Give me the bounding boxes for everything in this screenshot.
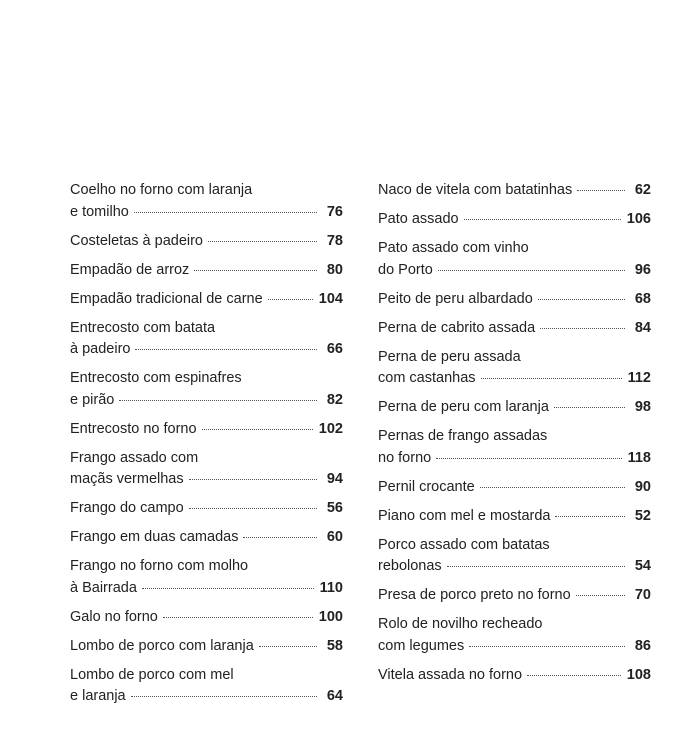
page-number: 76: [326, 203, 343, 220]
recipe-title: Galo no forno: [70, 608, 158, 625]
dot-leader: [538, 299, 625, 300]
page-number: 96: [634, 261, 651, 278]
recipe-title: Pernil crocante: [378, 478, 475, 495]
dot-leader: [480, 487, 625, 488]
recipe-title: Frango no forno com molho: [70, 558, 249, 574]
index-entry-line: [378, 585, 651, 607]
index-entry-line: [70, 556, 343, 578]
index-entry: [378, 289, 651, 311]
dot-leader: [131, 696, 317, 697]
page-number: 58: [326, 637, 343, 654]
recipe-title: Naco de vitela com batatinhas: [378, 182, 573, 198]
index-entry: [70, 260, 343, 282]
dot-leader: [527, 675, 621, 676]
recipe-title: Vitela assada no forno: [378, 666, 523, 683]
dot-leader: [259, 646, 317, 647]
page-number: 62: [634, 182, 651, 198]
index-entry: [378, 426, 651, 469]
index-entry: [70, 498, 343, 520]
index-entry-line: [70, 180, 343, 202]
page-number: 66: [326, 341, 343, 357]
index-entry-line: [378, 397, 651, 419]
index-entry: [378, 347, 651, 390]
page-number: 100: [318, 608, 343, 625]
index-entry-line: [70, 419, 343, 441]
index-entry-line: [378, 368, 651, 390]
index-column-right: [378, 180, 651, 694]
page-number: 112: [627, 370, 651, 386]
index-entry-line: [70, 289, 343, 311]
index-entry-line: [378, 448, 651, 470]
dot-leader: [577, 190, 625, 191]
recipe-title: Entrecosto no forno: [70, 420, 197, 437]
index-entry: [70, 368, 343, 411]
recipe-title: Perna de peru assada: [378, 348, 521, 365]
index-entry-line: [378, 180, 651, 202]
dot-leader: [135, 349, 317, 350]
recipe-title: com legumes: [378, 637, 465, 654]
dot-leader: [540, 328, 625, 329]
dot-leader: [554, 407, 625, 408]
dot-leader: [189, 508, 317, 509]
page-number: 52: [634, 507, 651, 524]
page-number: 64: [326, 688, 343, 704]
index-entry: [70, 419, 343, 441]
dot-leader: [555, 516, 625, 517]
recipe-title: com castanhas: [378, 370, 476, 386]
index-entry-line: [70, 665, 343, 687]
index-entry: [70, 180, 343, 223]
page-number: 110: [319, 579, 343, 596]
index-entry-line: [378, 535, 651, 557]
dot-leader: [469, 646, 625, 647]
index-entry-line: [70, 339, 343, 361]
recipe-title: Costeletas à padeiro: [70, 232, 203, 249]
index-entry-line: [70, 469, 343, 491]
recipe-title: Pernas de frango assadas: [378, 428, 548, 444]
page-number: 54: [634, 558, 651, 574]
index-entry-line: [70, 318, 343, 340]
index-column-left: [70, 180, 343, 715]
page-number: 90: [634, 478, 651, 495]
recipe-title: rebolonas: [378, 558, 442, 574]
recipe-title: e tomilho: [70, 203, 129, 220]
dot-leader: [436, 458, 621, 459]
index-entry-line: [378, 614, 651, 636]
index-entry-line: [378, 477, 651, 499]
index-entry: [70, 527, 343, 549]
page-number: 70: [634, 587, 651, 603]
index-entry-line: [70, 368, 343, 390]
index-entry-line: [70, 448, 343, 470]
index-entry: [378, 585, 651, 607]
index-entry-line: [70, 686, 343, 708]
index-entry: [378, 180, 651, 202]
index-entry: [378, 535, 651, 578]
recipe-title: maçãs vermelhas: [70, 471, 184, 487]
index-entry: [70, 318, 343, 361]
index-entry-line: [70, 390, 343, 412]
page-number: 78: [326, 232, 343, 249]
page-number: 86: [634, 637, 651, 654]
recipe-title: Porco assado com batatas: [378, 536, 550, 553]
dot-leader: [142, 588, 314, 589]
index-entry-line: [378, 506, 651, 528]
index-entry-line: [378, 347, 651, 369]
dot-leader: [208, 241, 317, 242]
index-entry-line: [378, 665, 651, 687]
recipe-title: Lombo de porco com mel: [70, 666, 234, 683]
page-number: 60: [326, 529, 343, 545]
index-entry-line: [70, 527, 343, 549]
index-entry-line: [70, 202, 343, 224]
index-entry: [70, 231, 343, 253]
page-number: 118: [627, 449, 651, 466]
recipe-title: Pato assado com vinho: [378, 240, 529, 256]
dot-leader: [119, 400, 317, 401]
index-entry-line: [70, 498, 343, 520]
recipe-title: Entrecosto com batata: [70, 319, 216, 336]
recipe-title: e laranja: [70, 688, 126, 704]
index-entry: [70, 289, 343, 311]
index-entry: [378, 506, 651, 528]
page-number: 104: [318, 290, 343, 307]
recipe-title: Frango do campo: [70, 500, 184, 516]
index-entry: [70, 665, 343, 708]
recipe-title: Frango assado com: [70, 449, 199, 466]
index-entry: [378, 614, 651, 657]
recipe-title: Entrecosto com espinafres: [70, 370, 242, 386]
page-number: 80: [326, 261, 343, 278]
recipe-title: Rolo de novilho recheado: [378, 616, 543, 632]
recipe-title: à Bairrada: [70, 579, 137, 596]
index-entry: [70, 556, 343, 599]
index-entry-line: [378, 289, 651, 311]
recipe-title: Perna de peru com laranja: [378, 399, 549, 415]
dot-leader: [194, 270, 317, 271]
recipe-title: no forno: [378, 449, 432, 466]
dot-leader: [163, 617, 313, 618]
index-entry-line: [70, 636, 343, 658]
recipe-title: Peito de peru albardado: [378, 290, 533, 307]
index-entry-line: [378, 556, 651, 578]
index-entry-line: [70, 578, 343, 600]
recipe-title: Empadão tradicional de carne: [70, 290, 263, 307]
index-entry-line: [70, 260, 343, 282]
page-number: 94: [326, 471, 343, 487]
dot-leader: [202, 429, 313, 430]
page-number: 102: [318, 420, 343, 437]
recipe-title: e pirão: [70, 391, 115, 408]
page-number: 98: [634, 399, 651, 415]
index-entry: [70, 607, 343, 629]
index-entry: [378, 318, 651, 340]
index-entry-line: [70, 607, 343, 629]
dot-leader: [189, 479, 317, 480]
dot-leader: [243, 537, 317, 538]
recipe-title: Perna de cabrito assada: [378, 319, 536, 336]
index-entry: [378, 238, 651, 281]
index-entry: [378, 665, 651, 687]
dot-leader: [438, 270, 625, 271]
page-number: 56: [326, 500, 343, 516]
recipe-title: Pato assado: [378, 211, 459, 227]
dot-leader: [576, 595, 625, 596]
recipe-title: à padeiro: [70, 341, 131, 357]
index-entry: [378, 209, 651, 231]
dot-leader: [447, 566, 625, 567]
recipe-title: Empadão de arroz: [70, 261, 190, 278]
dot-leader: [134, 212, 317, 213]
index-entry-line: [378, 318, 651, 340]
dot-leader: [464, 219, 621, 220]
index-entry: [378, 477, 651, 499]
page-number: 82: [326, 391, 343, 408]
page-number: 108: [626, 666, 651, 683]
index-entry-line: [378, 260, 651, 282]
index-entry: [70, 448, 343, 491]
dot-leader: [481, 378, 622, 379]
page-number: 106: [626, 211, 651, 227]
index-entry-line: [378, 209, 651, 231]
index-entry: [70, 636, 343, 658]
index-entry-line: [378, 636, 651, 658]
page-number: 84: [634, 319, 651, 336]
recipe-title: Frango em duas camadas: [70, 529, 239, 545]
recipe-title: Coelho no forno com laranja: [70, 182, 253, 198]
recipe-title: Lombo de porco com laranja: [70, 637, 254, 654]
index-entry-line: [70, 231, 343, 253]
recipe-title: do Porto: [378, 261, 433, 278]
recipe-title: Presa de porco preto no forno: [378, 587, 571, 603]
recipe-title: Piano com mel e mostarda: [378, 507, 551, 524]
page-number: 68: [634, 290, 651, 307]
index-entry-line: [378, 426, 651, 448]
index-entry: [378, 397, 651, 419]
dot-leader: [268, 299, 313, 300]
index-entry-line: [378, 238, 651, 260]
